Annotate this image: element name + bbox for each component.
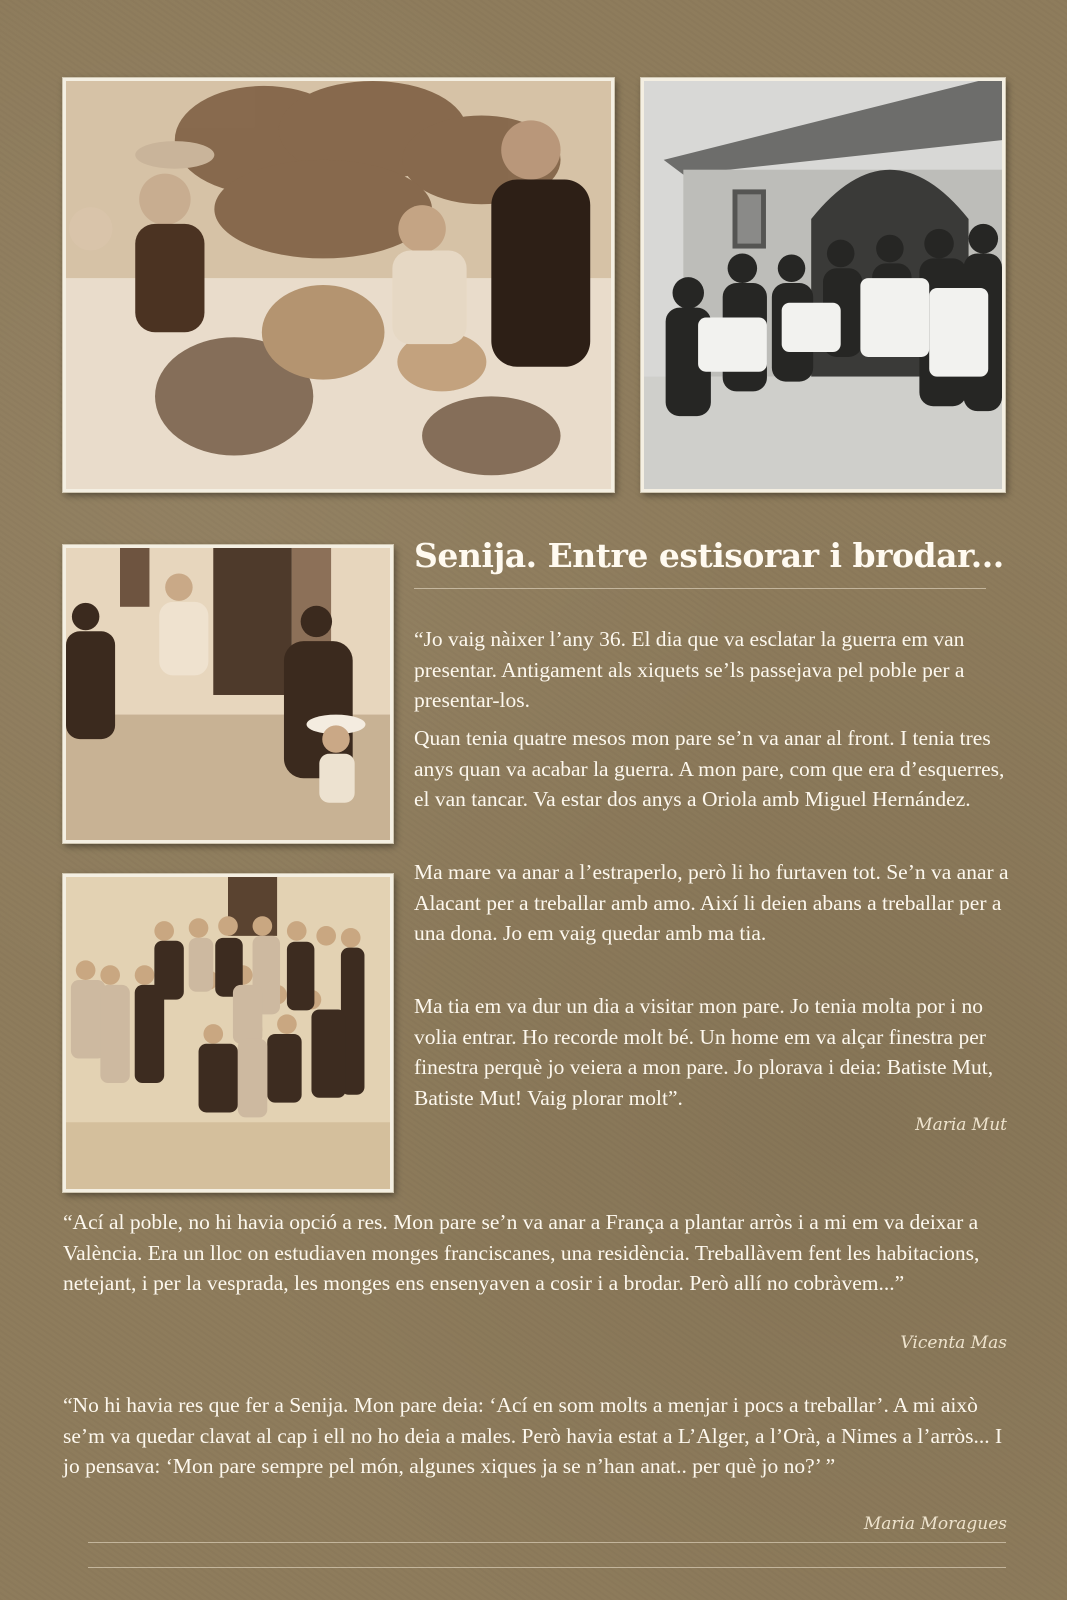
quote1-paragraph-1: “Jo vaig nàixer l’any 36. El dia que va esclatar la guerra em van presentar. Antigament als xiquets se’ls passejava pel poble per a presentar-los.: [414, 627, 965, 712]
photo-women-at-doorway: [63, 545, 393, 843]
photo-grape-harvest: [63, 78, 614, 492]
title-divider: [414, 588, 986, 589]
quote2-paragraph: “Ací al poble, no hi havia opció a res. Mon pare se’n va anar a França a plantar arròs i a mi em va deixar a València. Era un lloc on estudiaven monges franciscanes, una residència. Treballàvem fent les habitacions, netejant, i per la vesprada, les monges ens ensenyaven a cosir i a brodar. Però allí no cobràvem...”: [63, 1210, 980, 1295]
quote1-paragraph-3: Ma mare va anar a l’estraperlo, però li ho furtaven tot. Se’n va anar a Alacant per a treballar amb amo. Així li deien abans a treballar per a una dona. Jo em vaig quedar amb ma tia.: [414, 860, 1009, 945]
photo-family-group: [63, 874, 393, 1192]
quote3-paragraph: “No hi havia res que fer a Senija. Mon pare deia: ‘Ací en som molts a menjar i pocs a treballar’. A mi això se’m va quedar clavat al cap i ell no ho deia a males. Però havia estat a L’Alger, a l’Orà, a Nimes a l’arròs... I jo pensava: ‘Mon pare sempre pel món, algunes xiques ja se n’han anat.. per què jo no?’ ”: [63, 1393, 1003, 1478]
signature-vicenta-mas: Vicenta Mas: [900, 1333, 1007, 1353]
footer-divider-2: [88, 1567, 1006, 1568]
signature-maria-moragues: Maria Moragues: [863, 1514, 1007, 1534]
page-title: Senija. Entre estisorar i brodar...: [414, 536, 1004, 575]
photo-women-embroidering: [641, 78, 1005, 492]
signature-maria-mut: Maria Mut: [915, 1115, 1007, 1135]
footer-divider-1: [88, 1542, 1006, 1543]
quote1-paragraph-4: Ma tia em va dur un dia a visitar mon pare. Jo tenia molta por i no volia entrar. Ho recorde molt bé. Un home em va alçar finestra per finestra perquè jo veiera a mon pare. Jo plorava i deia: Batiste Mut, Batiste Mut! Vaig plorar molt”.: [414, 994, 994, 1110]
quote1-paragraph-2: Quan tenia quatre mesos mon pare se’n va anar al front. I tenia tres anys quan va acabar la guerra. A mon pare, com que era d’esquerres, el van tancar. Va estar dos anys a Oriola amb Miguel Hernández.: [414, 726, 1005, 811]
